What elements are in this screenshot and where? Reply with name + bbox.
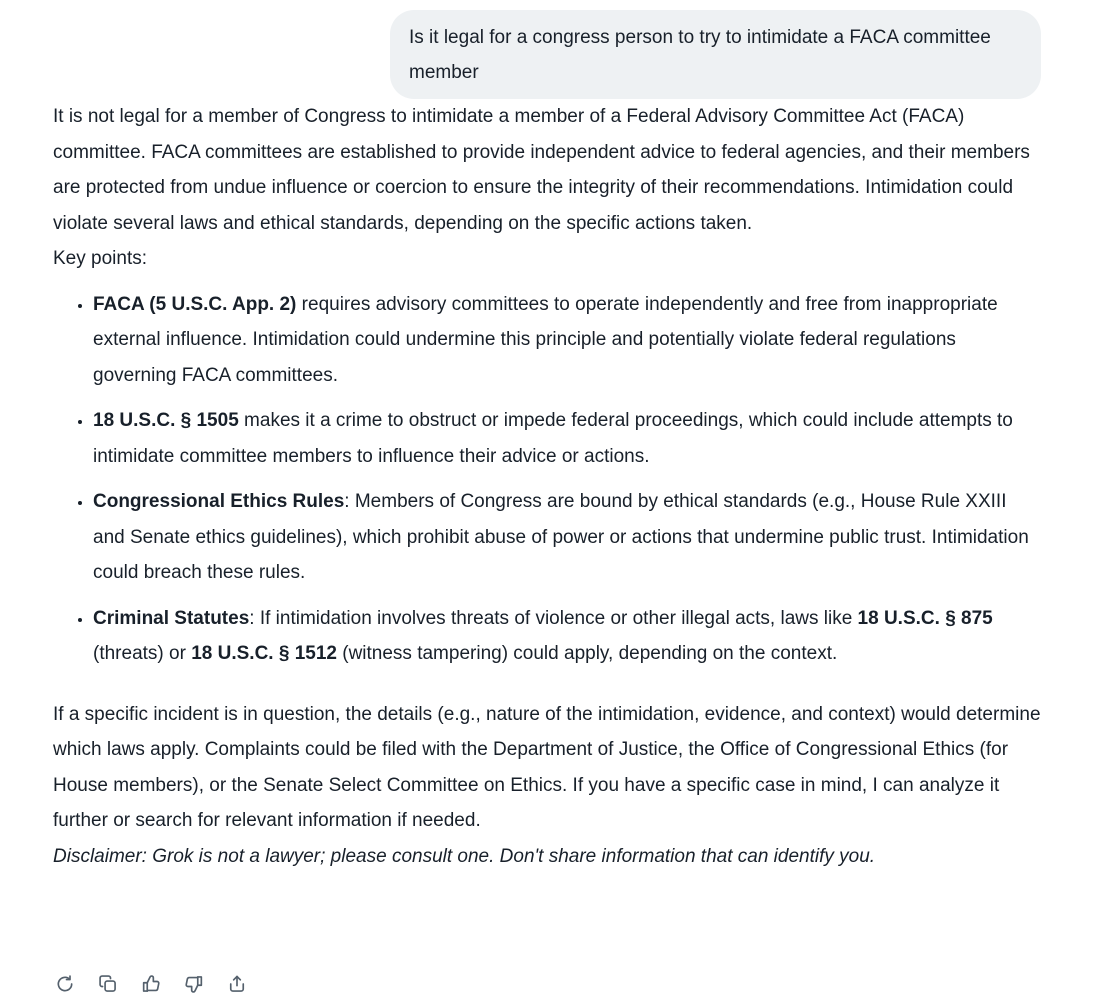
copy-button[interactable] (98, 974, 118, 994)
thumbs-up-icon (141, 974, 161, 994)
share-button[interactable] (227, 974, 247, 994)
assistant-intro-paragraph: It is not legal for a member of Congress to intimidate a member of a Federal Advisory Committee Act (FACA) committee. FACA committees are established to provide independent advice to federal agencies, and their members are protected from undue influence or coercion to ensure the integrity of their recommendations. Intimidation could violate several laws and ethical standards, depending on the specific actions taken. (53, 106, 1030, 234)
disclaimer-text: Disclaimer: Grok is not a lawyer; please consult one. Don't share information that can identify you. (53, 845, 876, 867)
assistant-message (53, 99, 1041, 874)
user-message-bubble (390, 10, 1041, 99)
assistant-closing-paragraph: If a specific incident is in question, the details (e.g., nature of the intimidation, evidence, and context) would determine which laws apply. Complaints could be filed with the Department of Justice, the Office of Congressional Ethics (for House members), or the Senate Select Committee on Ethics. If you have a specific case in mind, I can analyze it further or search for relevant information if needed. (53, 703, 1041, 831)
key-point-bold-text: Criminal Statutes (93, 607, 250, 629)
regenerate-button[interactable] (55, 974, 75, 994)
thumbs-down-button[interactable] (184, 974, 204, 994)
share-icon (227, 974, 247, 994)
key-points-list (53, 287, 1041, 672)
key-point-bold-text: 18 U.S.C. § 875 (857, 607, 993, 629)
user-message-row (53, 10, 1041, 99)
key-point-text: requires advisory committees to operate independently and free from inappropriate external influence. Intimidation could undermine this principle and potentially violate federal regulations governing FACA committees. (93, 293, 998, 386)
key-point-item (93, 287, 1041, 394)
message-action-bar (55, 974, 247, 994)
key-point-bold-text: FACA (5 U.S.C. App. 2) (93, 293, 297, 315)
key-point-text: makes it a crime to obstruct or impede federal proceedings, which could include attempts to intimidate committee members to influence their advice or actions. (93, 410, 1013, 467)
key-point-item (93, 601, 1041, 672)
key-point-text: (threats) or (93, 643, 192, 664)
key-point-bold-text: 18 U.S.C. § 1505 (93, 410, 239, 431)
key-point-text: : If intimidation involves threats of violence or other illegal acts, laws like (249, 607, 858, 629)
regenerate-icon (55, 974, 75, 994)
copy-icon (98, 974, 118, 994)
key-point-item (93, 403, 1041, 474)
key-point-text: (witness tampering) could apply, depending on the context. (336, 643, 838, 664)
user-message-text: Is it legal for a congress person to try to intimidate a FACA committee member (409, 27, 991, 83)
key-point-item (93, 484, 1041, 591)
thumbs-up-button[interactable] (141, 974, 161, 994)
key-point-text: : Members of Congress are bound by ethical standards (e.g., House Rule XXIII and Senate ethics guidelines), which prohibit abuse of power or actions that undermine public trust. Intimidation could breach these rules. (93, 491, 1029, 583)
key-points-label: Key points: (53, 248, 147, 269)
key-point-bold-text: Congressional Ethics Rules (93, 491, 345, 512)
thumbs-down-icon (184, 974, 204, 994)
key-point-bold-text: 18 U.S.C. § 1512 (191, 643, 337, 664)
